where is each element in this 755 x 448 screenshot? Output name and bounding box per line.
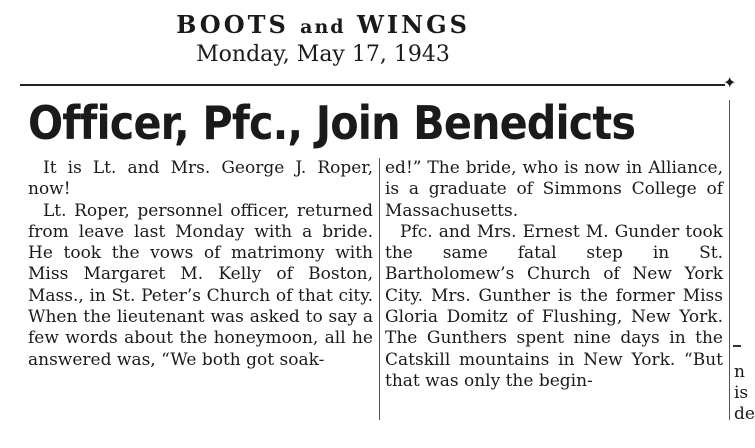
star-ornament-icon: ✦ [723,73,737,92]
article-column-left [28,158,373,371]
column-divider [379,158,380,420]
adjacent-column-fragment: is [734,383,749,403]
newspaper-name [158,10,488,42]
right-column-divider [729,100,730,420]
newspaper-name-first: BOOTS [176,10,289,39]
top-rule [20,84,725,86]
newspaper-name-and: and [300,16,346,38]
adjacent-column-fragment: de [734,404,755,424]
paragraph: Lt. Roper, personnel officer, returned from leave last Monday with a bride. He took the vows of matrimony with Miss Margaret M. Kelly of Boston, Mass., in St. Peter’s Church of that city. When the lieutenant was asked to say a few words about the honeymoon, all he answered was, “We both got soak- [28,200,373,370]
paragraph: Pfc. and Mrs. Ernest M. Gunder took the same fatal step in St. Bartholomew’s Church of New York City. Mrs. Gunther is the former Miss Gloria Domitz of Flushing, New York. The Gunthers spent nine days in the Catskill mountains in New York. “But that was only the begin- [385,221,723,391]
article-column-right [385,158,723,392]
masthead [158,10,488,68]
adjacent-column-fragment: n [734,362,745,382]
adjacent-column-dash [733,345,741,347]
article-headline: Officer, Pfc., Join Benedicts [28,96,636,150]
issue-date: Monday, May 17, 1943 [196,42,450,67]
newspaper-name-second: WINGS [356,10,470,39]
paragraph: ed!” The bride, who is now in Alliance, is a graduate of Simmons College of Massachusetts. [385,158,723,221]
paragraph: It is Lt. and Mrs. George J. Roper, now! [28,158,373,200]
